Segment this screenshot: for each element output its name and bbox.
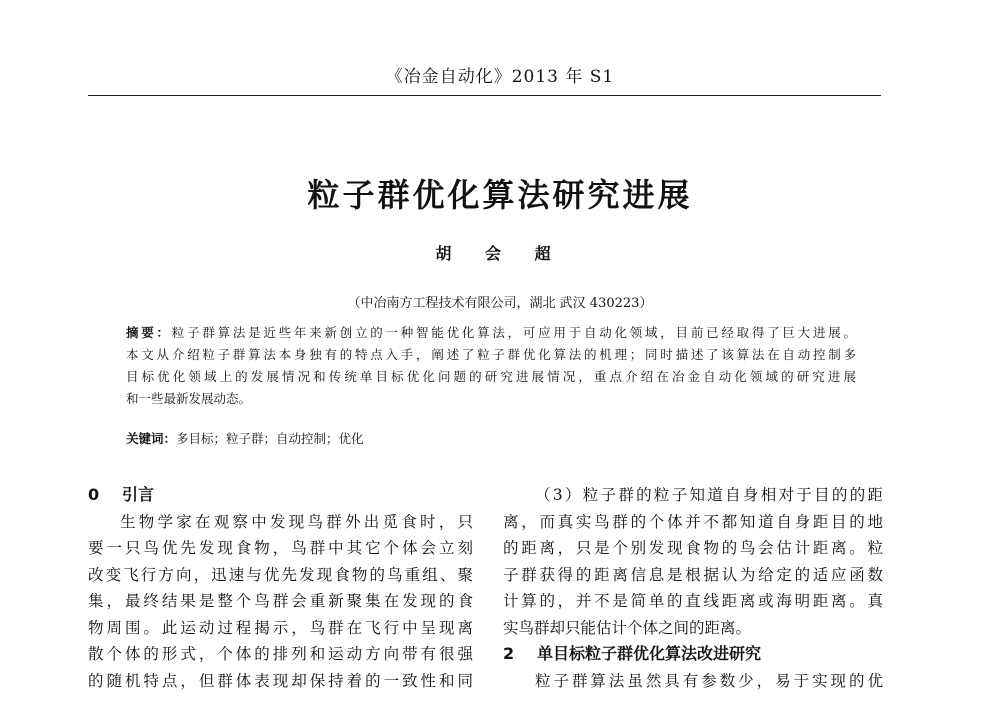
body-line: 的距离，只是个别发现食物的鸟会估计距离。粒 [503, 539, 883, 557]
section-title: 单目标粒子群优化算法改进研究 [537, 644, 762, 663]
section-number: 2 [503, 644, 515, 663]
body-line: 离，而真实鸟群的个体并不都知道自身距目的地 [503, 512, 883, 531]
abstract-line: 本文从介绍粒子群算法本身独有的特点入手，阐述了粒子群优化算法的机理；同时描述了该算法在自动控制多 [126, 347, 856, 362]
abstract-line: 摘要：粒子群算法是近些年来新创立的一种智能优化算法，可应用于自动化领域，目前已经取得了巨大进展。 [126, 325, 856, 340]
author: 胡 会 超 [435, 244, 565, 263]
left-column [88, 482, 473, 694]
abstract-label: 摘要： [126, 325, 172, 340]
journal-header: 《冶金自动化》2013 年 S1 [385, 67, 615, 87]
abstract [126, 322, 856, 410]
body-line: 改变飞行方向，迅速与优先发现食物的鸟重组、聚 [88, 565, 473, 584]
body-line: （3）粒子群的粒子知道自身相对于目的的距 [535, 486, 883, 504]
section-heading-0 [88, 482, 473, 509]
body-line: 生物学家在观察中发现鸟群外出觅食时，只 [120, 512, 473, 531]
right-column [503, 482, 883, 694]
section-number: 0 [88, 485, 100, 504]
body-line: 的随机特点，但群体表现却保持着的一致性和同 [88, 671, 473, 690]
body-line: 实鸟群却只能估计个体之间的距离。 [503, 618, 752, 637]
body-line: 物周围。此运动过程揭示，鸟群在飞行中呈现离 [88, 618, 473, 637]
keywords-label: 关键词： [126, 431, 177, 446]
section-heading-2 [503, 641, 883, 668]
body-line: 粒子群算法虽然具有参数少，易于实现的优 [535, 671, 883, 690]
keywords [126, 428, 856, 450]
paper-title: 粒子群优化算法研究进展 [307, 176, 693, 214]
body-line: 计算的，并不是简单的直线距离或海明距离。真 [503, 592, 883, 610]
abstract-line: 目标优化领域上的发展情况和传统单目标优化问题的研究进展情况，重点介绍在冶金自动化领域的研究进展 [126, 369, 856, 384]
body-line: 集，最终结果是整个鸟群会重新聚集在发现的食 [88, 592, 473, 610]
keywords-text: 多目标；粒子群；自动控制；优化 [176, 431, 364, 446]
section-title: 引言 [122, 485, 155, 504]
affiliation: （中冶南方工程技术有限公司，湖北 武汉 430223） [347, 296, 653, 311]
header-rule [88, 95, 881, 96]
abstract-line: 和一些最新发展动态。 [126, 391, 252, 406]
body-line: 散个体的形式，个体的排列和运动方向带有很强 [88, 645, 473, 663]
body-line: 子群获得的距离信息是根据认为给定的适应函数 [503, 565, 883, 584]
body-line: 要一只鸟优先发现食物，鸟群中其它个体会立刻 [88, 539, 473, 557]
